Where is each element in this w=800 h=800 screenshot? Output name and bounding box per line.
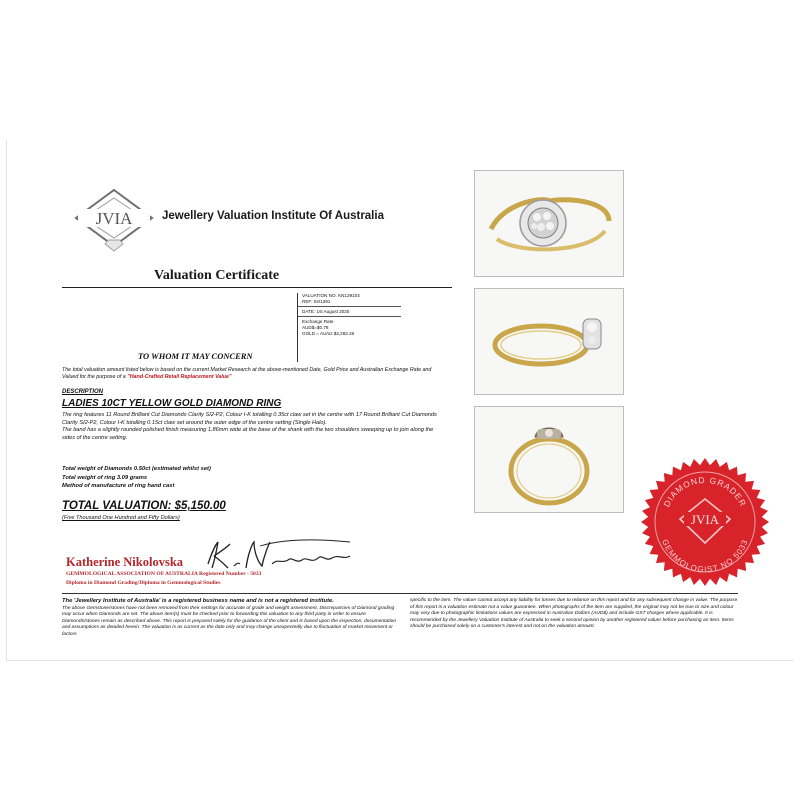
reference: REF: 04/1391 [302,299,331,304]
seal-top-text: DIAMOND GRADER [661,474,749,509]
footer-rule [62,593,738,594]
valuer-name: Katherine Nikolovska [66,555,184,569]
item-title: LADIES 10CT YELLOW GOLD DIAMOND RING [62,398,282,409]
ring-photo-side [474,288,624,395]
disclaimer-lead: The 'Jewellery Institute of Australia' is a registered business name and is not a registered institute. [62,598,334,604]
manufacture-method: Method of manufacture of ring hand cast [62,483,175,490]
logo-text: JVIA [95,209,133,228]
intro-highlight: "Hand-Crafted Retail Replacement Value" [127,374,232,381]
ring-side-view-image [475,289,623,394]
exchange-rate-label: Exchange Rate [302,319,334,324]
disclaimer-right [410,598,742,631]
description-paragraph: The ring features 11 Round Brilliant Cut Diamonds Clarity SI2-P2, Colour I-K totalling 0.35ct claw set in the centre with 17 Round Brilliant Cut Diamonds Clarity SI2-P2, Colour I-K totalling 0.15ct claw set around the outer edge of the centre setting (Single Halo). [62,412,437,426]
diamond-icon [105,240,123,251]
ring-top-view-image [475,171,623,276]
intro-text [62,367,442,382]
ring-weight: Total weight of ring 3.09 grams [62,474,148,481]
valuation-info-box [297,293,401,362]
seal-bottom-text: GEMMOLOGIST NO 5033 [660,537,750,575]
salutation: TO WHOM IT MAY CONCERN [138,351,253,361]
page-edge-left [6,140,7,660]
page-edge-bottom [6,660,794,661]
jvia-logo [72,188,156,254]
disclaimer-right-text: specific to the item. The valuer cannot accept any liability for losses due to reliance on this report and for any subsequent change in value. The purpose of this report is a valuation estimate not a value guarantee. When photographs of the item are supplied, the original may not be true to size and colour may vary due to photographic limitations values are expressed in Australian Dollars (AUD$) and include GST charges where applicable. It is recommended by the Jewellery Valuation Institute of Australia to seek a second opinion by another registered valuer before purchasing an item. Items should be purchased solely on a customer's interest and not on the valuation amount. [410,598,738,629]
diploma-line: Diploma in Diamond Grading/Diploma in Gemmological Studies [66,580,221,586]
info-separator [298,306,401,307]
gemmologist-seal [638,455,772,589]
ring-front-view-image [475,407,623,512]
certificate-title: Valuation Certificate [154,268,280,283]
disclaimer-left [62,598,398,638]
diamond-weight: Total weight of Diamonds 0.50ct (estimated whilst set) [62,466,211,472]
item-description [62,412,442,442]
description-paragraph: The band has a slightly rounded polished finish measuring 1.86mm wide at the base of the shank with the two shoulders sweeping up to join along the sides of the centre setting. [62,427,434,441]
total-valuation-words: (Five Thousand One Hundred and Fifty Dollars) [62,515,180,521]
institute-name: Jewellery Valuation Institute Of Australia [162,210,384,222]
seal-logo-text: JVIA [690,512,720,527]
valuation-date: DATE: 1st August 2025 [302,309,350,314]
total-valuation: TOTAL VALUATION: $5,150.00 [62,500,226,512]
gold-rate: GOLD = AU/oz $2,282.26 [302,331,355,336]
title-rule [62,287,452,288]
ring-photo-top [474,170,624,277]
disclaimer-left-text: The above Gemstone/stones have not been removed from their settings for accurate of grade and weight assessment. Discrepancies of Diamond grading may occur when Diamonds are set. The above item(s) must be checked prior to forwarding this valuation to any third party in order to ensure Diamonds/stones remain as described above. This report is prepared solely for the guidance of the client and is based upon the inspection, documentation and assumptions as detailed herein. The valuation is as current as the date only and may change unexpectedly due to fluctuation of market movement or factors [62,605,397,637]
description-heading: DESCRIPTION [62,389,104,395]
intro-body: The total valuation amount listed below is based on the current Market Research at the above-mentioned Date, Gold Price and Australian Exchange Rate and Valued for the purpose of a [62,367,432,381]
association-registration: GEMMOLOGICAL ASSOCIATION OF AUSTRALIA Registered Number - 5033 [66,571,262,577]
item-specs [62,465,362,491]
info-separator [298,316,401,317]
valuation-number: VALUATION NO. KN139104 [302,293,360,298]
aud-rate: AUD$=$0.78 [302,325,329,330]
ring-photo-front [474,406,624,513]
